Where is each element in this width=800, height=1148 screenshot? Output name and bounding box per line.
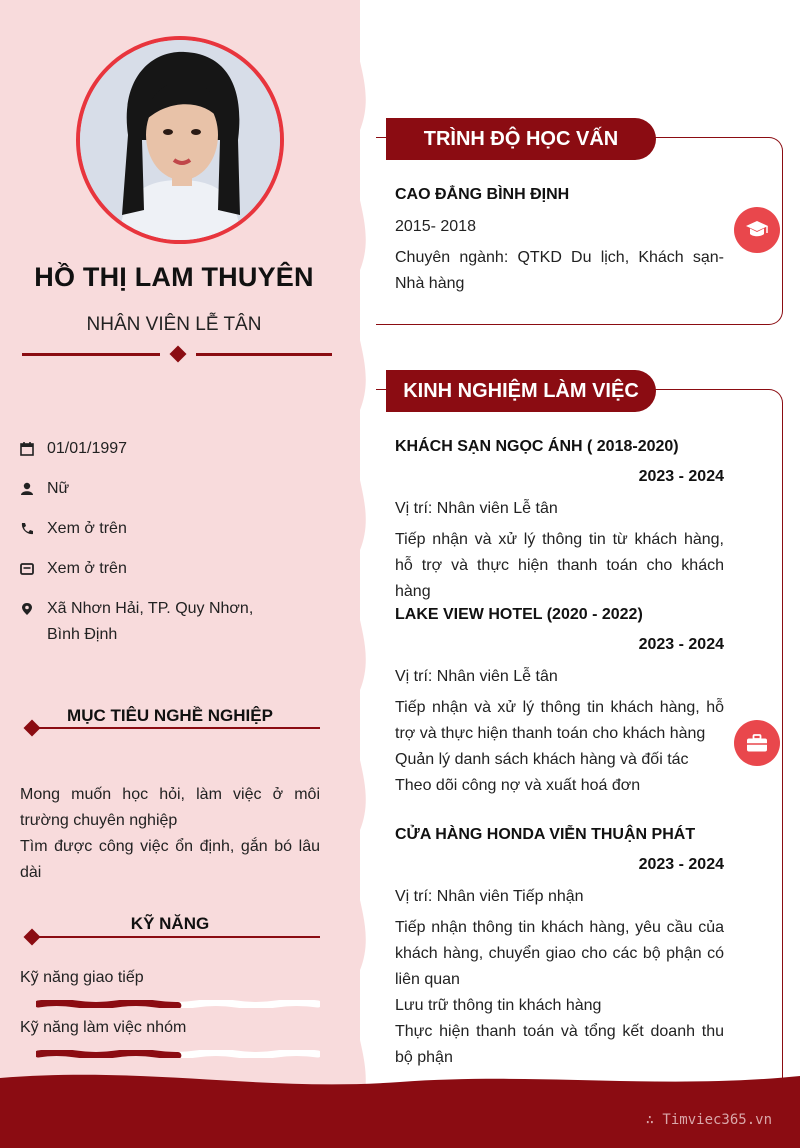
skills-title: KỸ NĂNG bbox=[130, 914, 210, 933]
contact-text: Xem ở trên bbox=[47, 520, 127, 537]
brand-text: Timviec365.vn bbox=[662, 1112, 772, 1128]
job-details bbox=[395, 915, 724, 1071]
profile-photo bbox=[76, 36, 284, 244]
job-detail: Tiếp nhận và xử lý thông tin từ khách hàng, hỗ trợ và thực hiện thanh toán cho khách hàng bbox=[395, 531, 724, 600]
skill-bar bbox=[36, 1050, 320, 1058]
job-detail: Quản lý danh sách khách hàng và đối tác bbox=[395, 751, 689, 768]
contact-text: Xem ở trên bbox=[47, 560, 127, 577]
contact-birthdate bbox=[20, 440, 127, 462]
brand-watermark: ∴ Timviec365.vn bbox=[645, 1112, 772, 1128]
study-years: 2015- 2018 bbox=[395, 218, 476, 235]
objective-title: MỤC TIÊU NGHỀ NGHIỆP bbox=[67, 706, 273, 725]
section-title-text: KINH NGHIỆM LÀM VIỆC bbox=[403, 379, 639, 402]
contact-text: Xã Nhơn Hải, TP. Quy Nhơn, Bình Định bbox=[47, 600, 254, 643]
graduation-cap-icon bbox=[734, 207, 780, 253]
job-period: 2023 - 2024 bbox=[638, 468, 724, 485]
section-underline bbox=[32, 727, 320, 729]
calendar-icon bbox=[20, 442, 34, 456]
objective-line: Mong muốn học hỏi, làm việc ở môi trường chuyên nghiệp bbox=[20, 786, 320, 829]
divider bbox=[22, 353, 160, 356]
avatar-illustration bbox=[80, 40, 280, 240]
contact-text: Nữ bbox=[47, 480, 70, 497]
skill-bar bbox=[36, 1000, 320, 1008]
contact-text: 01/01/1997 bbox=[47, 440, 128, 457]
job-details bbox=[395, 695, 724, 799]
phone-icon bbox=[20, 522, 34, 536]
job-period: 2023 - 2024 bbox=[638, 636, 724, 653]
job-period: 2023 - 2024 bbox=[638, 856, 724, 873]
skill-label: Kỹ năng giao tiếp bbox=[20, 969, 144, 986]
job-detail: Tiếp nhận và xử lý thông tin khách hàng, hỗ trợ và thực hiện thanh toán cho khách hàng bbox=[395, 699, 724, 742]
job-position: Vị trí: Nhân viên Lễ tân bbox=[395, 500, 558, 517]
contact-email bbox=[20, 560, 127, 582]
job-details bbox=[395, 527, 724, 605]
job-title: NHÂN VIÊN LỄ TÂN bbox=[86, 314, 262, 335]
education-title bbox=[386, 118, 656, 160]
company-name: CỬA HÀNG HONDA VIỄN THUẬN PHÁT bbox=[395, 826, 696, 843]
company-name: LAKE VIEW HOTEL (2020 - 2022) bbox=[395, 606, 643, 623]
contact-address bbox=[20, 600, 260, 648]
objective-line: Tìm được công việc ổn định, gắn bó lâu dài bbox=[20, 838, 320, 881]
location-icon bbox=[20, 602, 34, 616]
company-name: KHÁCH SẠN NGỌC ÁNH ( 2018-2020) bbox=[395, 438, 679, 455]
footer-wave bbox=[0, 1070, 800, 1148]
briefcase-icon bbox=[734, 720, 780, 766]
experience-title bbox=[386, 370, 656, 412]
email-icon bbox=[20, 562, 34, 576]
divider bbox=[196, 353, 332, 356]
section-underline bbox=[32, 936, 320, 938]
skill-label: Kỹ năng làm việc nhóm bbox=[20, 1019, 187, 1036]
objective-text bbox=[20, 782, 320, 886]
school-name: CAO ĐẲNG BÌNH ĐỊNH bbox=[395, 186, 570, 203]
job-position: Vị trí: Nhân viên Tiếp nhận bbox=[395, 888, 584, 905]
contact-phone bbox=[20, 520, 127, 542]
job-detail: Theo dõi công nợ và xuất hoá đơn bbox=[395, 777, 641, 794]
section-title-text: TRÌNH ĐỘ HỌC VẤN bbox=[423, 127, 619, 150]
job-position: Vị trí: Nhân viên Lễ tân bbox=[395, 668, 558, 685]
job-detail: Thực hiện thanh toán và tổng kết doanh thu bộ phận bbox=[395, 1023, 724, 1066]
user-icon bbox=[20, 482, 34, 496]
job-detail: Tiếp nhận thông tin khách hàng, yêu cầu của khách hàng, chuyển giao cho các bộ phận có liên quan bbox=[395, 919, 724, 988]
contact-gender bbox=[20, 480, 69, 502]
wavy-edge bbox=[340, 0, 380, 1148]
candidate-name: HỒ THỊ LAM THUYÊN bbox=[34, 262, 314, 292]
major: Chuyên ngành: QTKD Du lịch, Khách sạn- Nhà hàng bbox=[395, 249, 724, 292]
job-detail: Lưu trữ thông tin khách hàng bbox=[395, 997, 602, 1014]
